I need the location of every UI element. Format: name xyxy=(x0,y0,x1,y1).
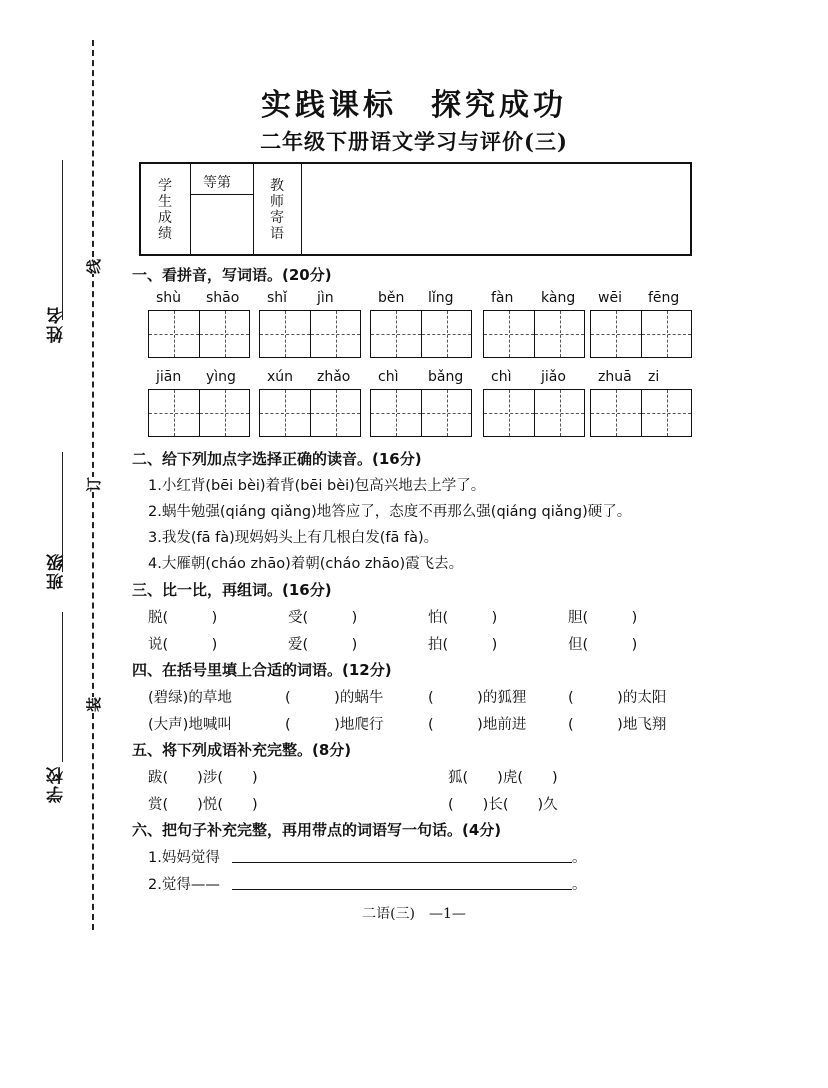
s5-r2-1: 赏( )悦( ) xyxy=(148,797,258,813)
writing-grid[interactable] xyxy=(483,310,585,358)
writing-cell[interactable] xyxy=(591,390,641,436)
section-6-heading: 六、把句子补充完整，再用带点的词语写一句话。(4分) xyxy=(132,821,502,839)
s3-r1-3: 怕( ) xyxy=(428,610,498,626)
pinyin-syllable: jiǎo xyxy=(541,369,566,385)
writing-cell[interactable] xyxy=(310,311,360,357)
grade-label: 等第 xyxy=(203,175,231,191)
pinyin-syllable: zhǎo xyxy=(317,369,351,385)
writing-cell[interactable] xyxy=(149,390,199,436)
writing-cell[interactable] xyxy=(534,390,584,436)
page-subtitle: 二年级下册语文学习与评价(三) xyxy=(260,129,568,154)
section-5-heading: 五、将下列成语补充完整。(8分) xyxy=(132,741,352,759)
s6-line-2-blank[interactable] xyxy=(232,889,572,890)
writing-grid[interactable] xyxy=(148,389,250,437)
s6-line-2-label: 2.觉得—— xyxy=(148,877,220,893)
writing-grid[interactable] xyxy=(370,389,472,437)
s5-r1-2: 狐( )虎( ) xyxy=(448,770,558,786)
pinyin-syllable: shù xyxy=(156,290,182,306)
s3-r2-4: 但( ) xyxy=(568,637,638,653)
section-2-heading: 二、给下列加点字选择正确的读音。(16分) xyxy=(132,450,422,468)
pinyin-syllable: shǐ xyxy=(267,290,288,306)
writing-grid[interactable] xyxy=(590,310,692,358)
writing-grid[interactable] xyxy=(259,389,361,437)
writing-cell[interactable] xyxy=(641,311,691,357)
school-label: 学校 xyxy=(47,765,67,803)
school-underline xyxy=(62,612,63,762)
bind-char-line: 线 xyxy=(85,258,104,275)
s6-line-1-blank[interactable] xyxy=(232,862,572,863)
pinyin-syllable: zhuā xyxy=(598,369,632,385)
s6-line-2-end: 。 xyxy=(572,877,587,893)
s2-item-4: 4.大雁朝(cháo zhāo)着朝(cháo zhāo)霞飞去。 xyxy=(148,556,464,572)
bind-char-bind: 装 xyxy=(85,696,104,713)
class-label: 班级 xyxy=(47,552,67,590)
s6-line-1-label: 1.妈妈觉得 xyxy=(148,850,220,866)
s4-r1-1: (碧绿)的草地 xyxy=(148,690,232,706)
s5-r2-2: ( )长( )久 xyxy=(448,797,558,813)
s4-r2-2: ( )地爬行 xyxy=(285,717,384,733)
pinyin-syllable: yìng xyxy=(206,369,236,385)
pinyin-syllable: chì xyxy=(378,369,399,385)
pinyin-syllable: bǎng xyxy=(428,369,464,385)
pinyin-syllable: lǐng xyxy=(428,290,454,306)
name-label: 姓名 xyxy=(47,305,67,343)
writing-cell[interactable] xyxy=(484,311,534,357)
writing-cell[interactable] xyxy=(310,390,360,436)
pinyin-syllable: xún xyxy=(267,369,294,385)
s4-r1-3: ( )的狐狸 xyxy=(428,690,527,706)
s2-item-3: 3.我发(fā fà)现妈妈头上有几根白发(fā fà)。 xyxy=(148,530,439,546)
pinyin-syllable: fēng xyxy=(648,290,680,306)
pinyin-syllable: fàn xyxy=(491,290,514,306)
writing-cell[interactable] xyxy=(371,390,421,436)
s4-r1-4: ( )的太阳 xyxy=(568,690,667,706)
pinyin-syllable: wēi xyxy=(598,290,622,306)
writing-cell[interactable] xyxy=(534,311,584,357)
s3-r2-2: 爱( ) xyxy=(288,637,358,653)
section-3-heading: 三、比一比，再组词。(16分) xyxy=(132,581,332,599)
s5-r1-1: 跋( )涉( ) xyxy=(148,770,258,786)
writing-cell[interactable] xyxy=(149,311,199,357)
s4-r2-4: ( )地飞翔 xyxy=(568,717,667,733)
writing-cell[interactable] xyxy=(591,311,641,357)
page-title: 实践课标 探究成功 xyxy=(261,88,567,123)
s3-r2-1: 说( ) xyxy=(148,637,218,653)
s3-r1-2: 受( ) xyxy=(288,610,358,626)
pinyin-syllable: zi xyxy=(648,369,660,385)
writing-cell[interactable] xyxy=(484,390,534,436)
pinyin-syllable: chì xyxy=(491,369,512,385)
writing-cell[interactable] xyxy=(260,311,310,357)
section-1-heading: 一、看拼音，写词语。(20分) xyxy=(132,266,332,284)
s3-r1-4: 胆( ) xyxy=(568,610,638,626)
pinyin-syllable: shāo xyxy=(206,290,240,306)
s4-r1-2: ( )的蜗牛 xyxy=(285,690,384,706)
pinyin-syllable: jìn xyxy=(317,290,334,306)
s4-r2-1: (大声)地喊叫 xyxy=(148,717,232,733)
s2-item-1: 1.小红背(bēi bèi)着背(bēi bèi)包高兴地去上学了。 xyxy=(148,478,486,494)
writing-cell[interactable] xyxy=(371,311,421,357)
writing-cell[interactable] xyxy=(260,390,310,436)
teacher-comment-label: 教师寄语 xyxy=(270,178,284,242)
s3-r1-1: 脱( ) xyxy=(148,610,218,626)
writing-cell[interactable] xyxy=(199,390,249,436)
pinyin-syllable: běn xyxy=(378,290,405,306)
writing-grid[interactable] xyxy=(259,310,361,358)
s3-r2-3: 拍( ) xyxy=(428,637,498,653)
pinyin-syllable: jiān xyxy=(156,369,182,385)
writing-cell[interactable] xyxy=(641,390,691,436)
bind-char-staple: 订 xyxy=(85,476,104,493)
s6-line-1-end: 。 xyxy=(572,850,587,866)
score-table xyxy=(139,162,692,256)
writing-cell[interactable] xyxy=(199,311,249,357)
writing-grid[interactable] xyxy=(590,389,692,437)
writing-grid[interactable] xyxy=(370,310,472,358)
section-4-heading: 四、在括号里填上合适的词语。(12分) xyxy=(132,661,392,679)
writing-grid[interactable] xyxy=(483,389,585,437)
s4-r2-3: ( )地前进 xyxy=(428,717,527,733)
writing-cell[interactable] xyxy=(421,390,471,436)
s2-item-2: 2.蜗牛勉强(qiáng qiǎng)地答应了，态度不再那么强(qiáng qiǎng)硬了。 xyxy=(148,504,632,520)
page-footer: 二语(三) —1— xyxy=(362,906,466,922)
writing-cell[interactable] xyxy=(421,311,471,357)
student-score-label: 学生成绩 xyxy=(158,178,172,242)
pinyin-syllable: kàng xyxy=(541,290,576,306)
writing-grid[interactable] xyxy=(148,310,250,358)
name-underline xyxy=(62,160,63,320)
